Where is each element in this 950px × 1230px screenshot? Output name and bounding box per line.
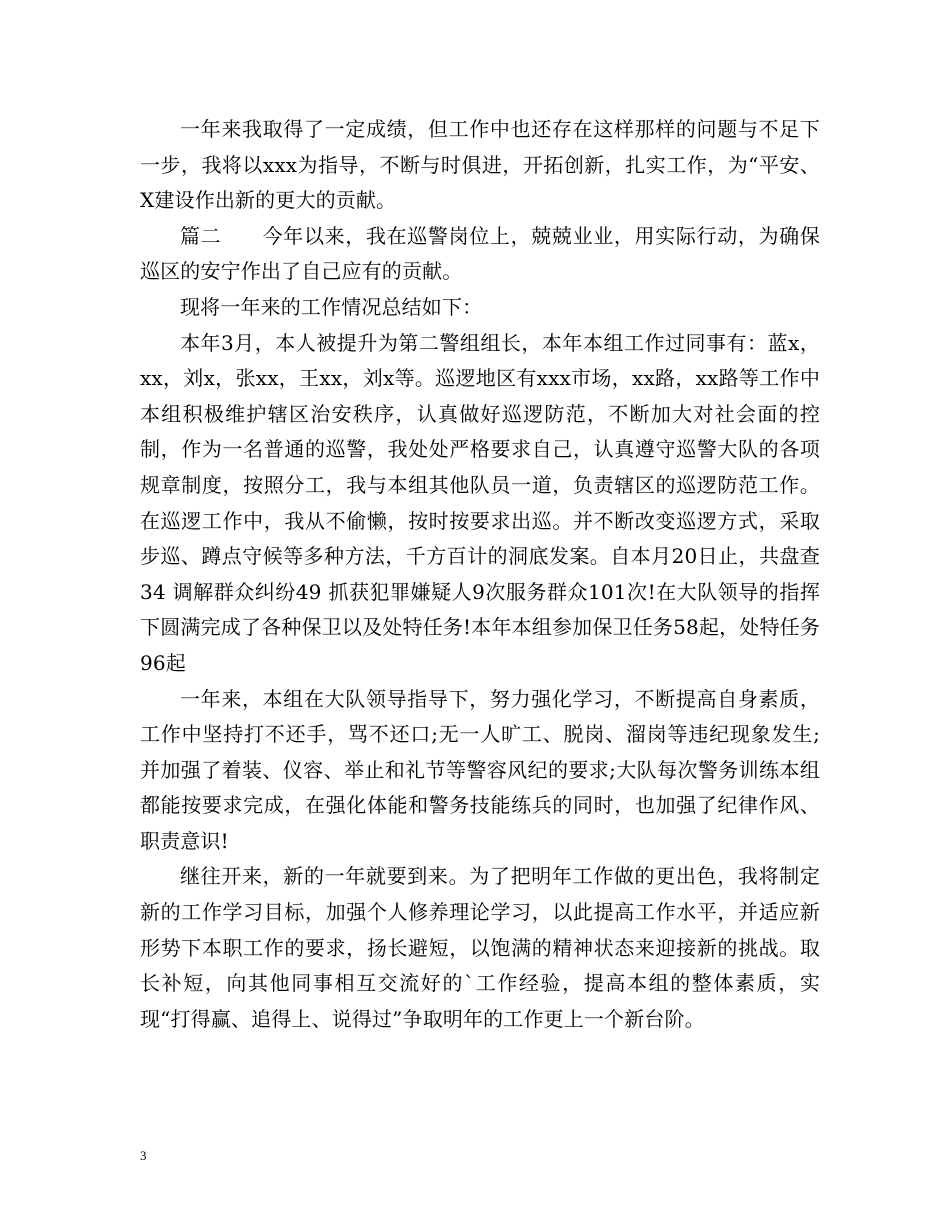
paragraph-part-two-intro: 篇二 今年以来，我在巡警岗位上，兢兢业业，用实际行动，为确保巡区的安宁作出了自己应有的贡献。 [140, 223, 820, 284]
page-number: 3 [140, 1148, 147, 1163]
paragraph-team-discipline: 一年来，本组在大队领导指导下，努力强化学习，不断提高自身素质，工作中坚持打不还手，骂不还口;无一人旷工、脱岗、溜岗等违纪现象发生; 并加强了着装、仪容、举止和礼节等警容风纪的要求;大队每次警务训练本组都能按要求完成，在强化体能和警务技能练兵的同时，也加强了纪律作风、职责意识! [140, 686, 820, 853]
document-body [140, 112, 820, 1037]
paragraph-summary-lead: 现将一年来的工作情况总结如下： [180, 294, 483, 319]
paragraph-patrol-work: 本年3月，本人被提升为第二警组组长，本年本组工作过同事有：蓝x，xx，刘x，张xx，王xx，刘x等。巡逻地区有xxx市场，xx路，xx路等工作中本组积极维护辖区治安秩序，认真做好巡逻防范，不断加大对社会面的控制，作为一名普通的巡警，我处处严格要求自己，认真遵守巡警大队的各项规章制度，按照分工，我与本组其他队员一道，负责辖区的巡逻防范工作。在巡逻工作中，我从不偷懒，按时按要求出巡。并不断改变巡逻方式，采取步巡、蹲点守候等多种方法，千方百计的洞底发案。自本月20日止，共盘查34 调解群众纠纷49 抓获犯罪嫌疑人9次服务群众101次!在大队领导的指挥下圆满完成了各种保卫以及处特任务!本年本组参加保卫任务58起，处特任务96起 [140, 330, 820, 675]
paragraph-next-year-goals: 继往开来，新的一年就要到来。为了把明年工作做的更出色，我将制定新的工作学习目标，加强个人修养理论学习，以此提高工作水平，并适应新形势下本职工作的要求，扬长避短，以饱满的精神状态来迎接新的挑战。取长补短，向其他同事相互交流好的`工作经验，提高本组的整体素质，实现“打得赢、追得上、说得过”争取明年的工作更上一个新台阶。 [140, 864, 820, 1031]
paragraph-summary-outlook: 一年来我取得了一定成绩，但工作中也还存在这样那样的问题与不足下一步，我将以xxx为指导，不断与时俱进，开拓创新，扎实工作，为“平安、X建设作出新的更大的贡献。 [140, 117, 820, 213]
